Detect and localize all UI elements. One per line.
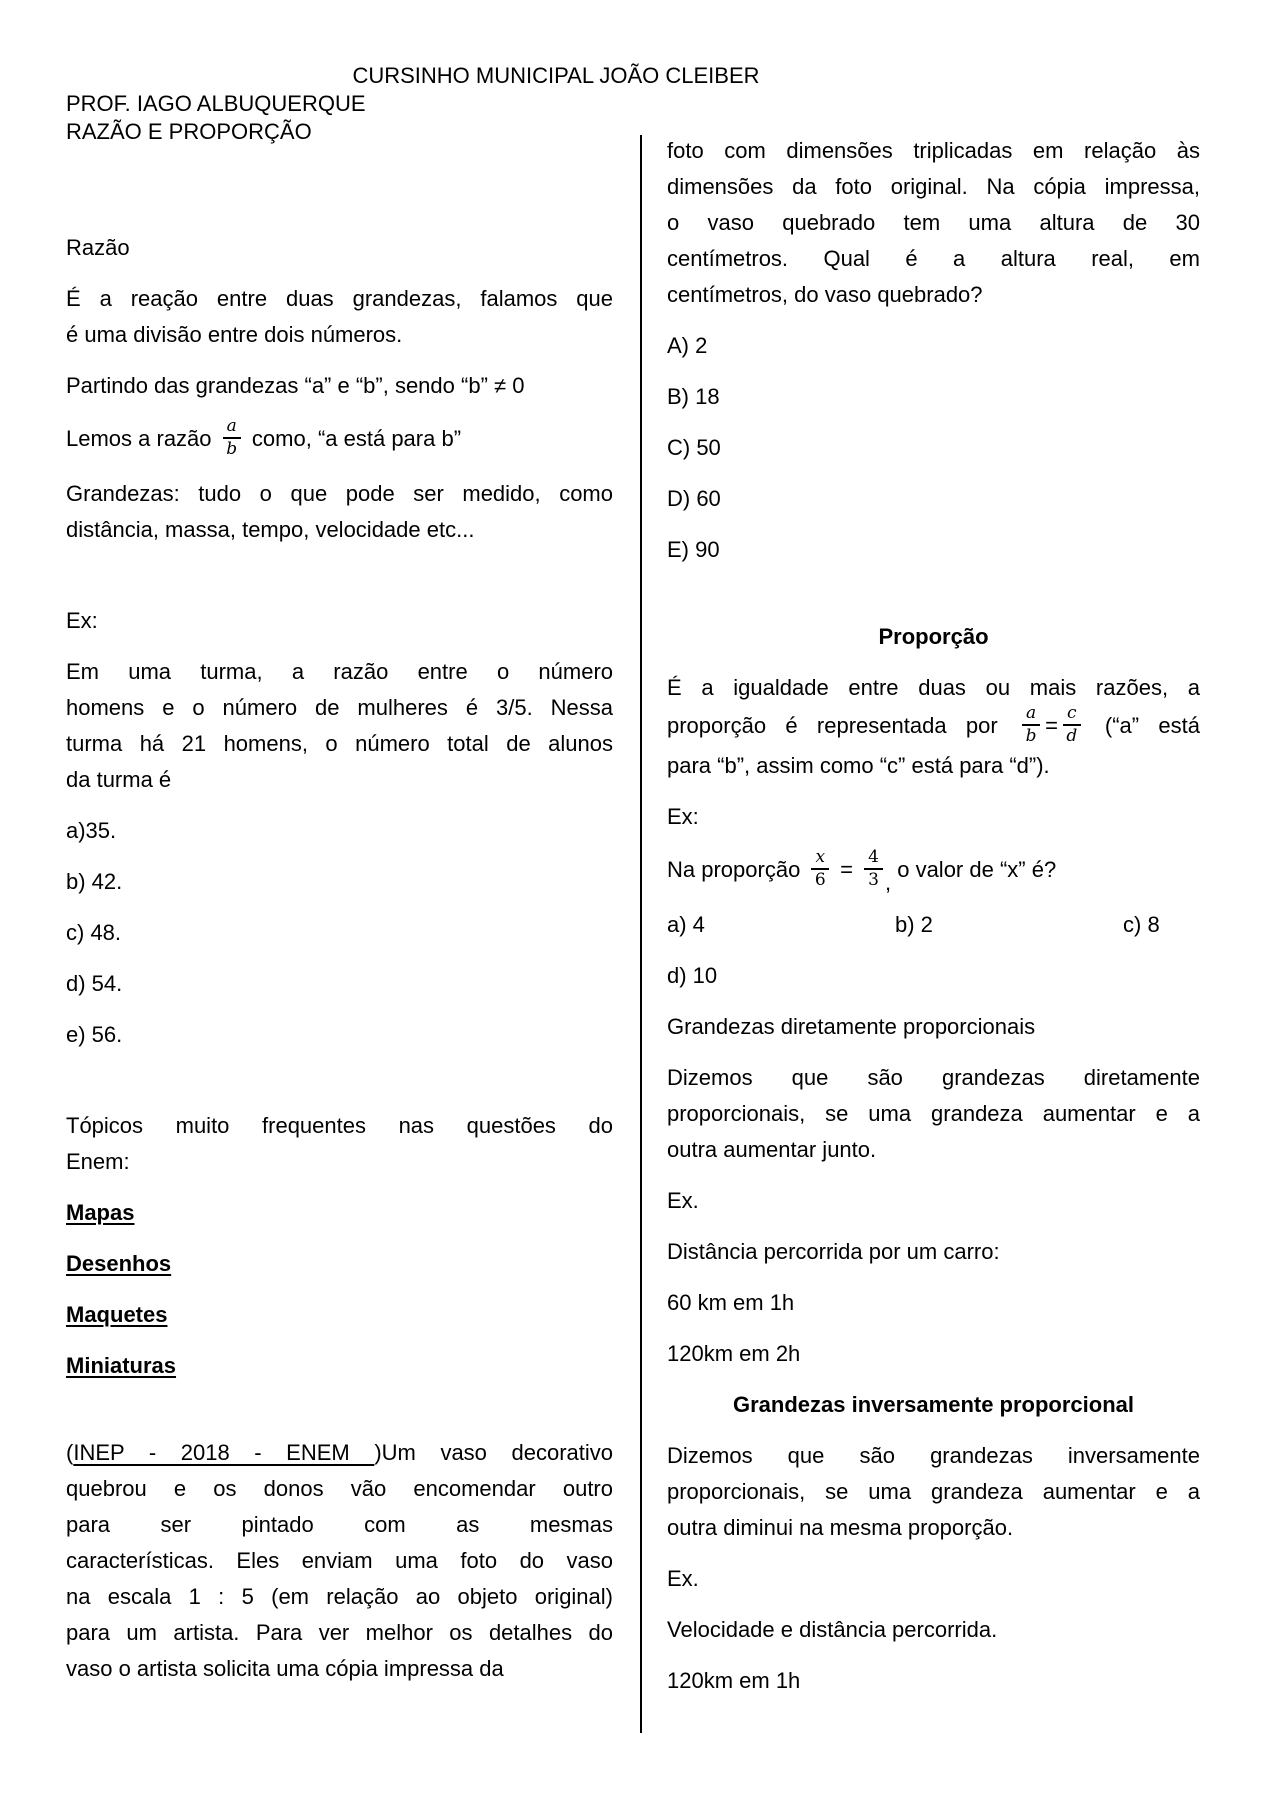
text-line: É a igualdade entre duas ou mais razões, a bbox=[667, 675, 1200, 700]
paren-open: ( bbox=[66, 1440, 74, 1465]
answer-option-d: d) 54. bbox=[66, 971, 123, 996]
text-line: na escala 1 : 5 (em relação ao objeto original) bbox=[66, 1584, 613, 1609]
topic-item-desenhos: Desenhos bbox=[66, 1251, 172, 1276]
right-column bbox=[667, 133, 1200, 1714]
equals-sign: = bbox=[1045, 712, 1059, 738]
fraction-numerator: c bbox=[1063, 704, 1081, 726]
turma-problem-paragraph bbox=[66, 654, 613, 798]
text-line: centímetros, do vaso quebrado? bbox=[667, 282, 983, 307]
text-line: É a reação entre duas grandezas, falamos que bbox=[66, 286, 613, 311]
fraction-c-over-d bbox=[1063, 704, 1081, 746]
answer-option-E: E) 90 bbox=[667, 537, 720, 562]
inep-first-line-text: )Um vaso decorativo bbox=[374, 1440, 613, 1465]
distancia-paragraph: Distância percorrida por um carro: bbox=[667, 1239, 1000, 1264]
fraction-a-over-b bbox=[1022, 704, 1040, 746]
na-proporcao-paragraph bbox=[667, 847, 1200, 895]
fraction-numerator: a bbox=[1022, 704, 1040, 726]
grandezas-inversamente-paragraph bbox=[667, 1438, 1200, 1546]
fraction-denominator: b bbox=[226, 439, 238, 459]
razao-definition-paragraph bbox=[66, 281, 613, 353]
text-line: Tópicos muito frequentes nas questões do bbox=[66, 1113, 613, 1138]
example-label: Ex: bbox=[667, 804, 699, 829]
text-line: características. Eles enviam uma foto do vaso bbox=[66, 1548, 613, 1573]
fraction-4-over-3 bbox=[864, 848, 883, 890]
fraction-a-over-b bbox=[223, 417, 241, 459]
velocidade-paragraph: Velocidade e distância percorrida. bbox=[667, 1617, 998, 1642]
example-label: Ex: bbox=[66, 608, 98, 633]
text-line: da turma é bbox=[66, 767, 172, 792]
document-title: RAZÃO E PROPORÇÃO bbox=[66, 119, 312, 144]
text-line: Dizemos que são grandezas inversamente bbox=[667, 1443, 1200, 1468]
professor-name: PROF. IAGO ALBUQUERQUE bbox=[66, 91, 366, 116]
left-column bbox=[66, 230, 613, 1702]
text-line: Grandezas: tudo o que pode ser medido, como bbox=[66, 481, 613, 506]
text-line: o vaso quebrado tem uma altura de 30 bbox=[667, 210, 1200, 235]
grandezas-diretamente-heading: Grandezas diretamente proporcionais bbox=[667, 1014, 1036, 1039]
razao-heading: Razão bbox=[66, 235, 130, 260]
speed-line-2: 120km em 2h bbox=[667, 1341, 801, 1366]
topicos-paragraph bbox=[66, 1108, 613, 1180]
fraction-denominator: 6 bbox=[814, 870, 826, 890]
text-line: outra diminui na mesma proporção. bbox=[667, 1515, 1014, 1540]
grandezas-diretamente-paragraph bbox=[667, 1060, 1200, 1168]
answer-option-c: c) 8 bbox=[1123, 912, 1160, 937]
text-line: dimensões da foto original. Na cópia impressa, bbox=[667, 174, 1200, 199]
text-line: turma há 21 homens, o número total de alunos bbox=[66, 731, 613, 756]
igualdade-line2-pre: proporção é representada por bbox=[667, 712, 998, 738]
text-line: para “b”, assim como “c” está para “d”). bbox=[667, 753, 1050, 778]
fraction-denominator: 3 bbox=[868, 870, 879, 890]
answer-option-b: b) 42. bbox=[66, 869, 123, 894]
text-line: distância, massa, tempo, velocidade etc... bbox=[66, 517, 475, 542]
topic-item-maquetes: Maquetes bbox=[66, 1302, 168, 1327]
lemos-post-text: como, “a está para b” bbox=[251, 425, 462, 451]
speed-line-3: 120km em 1h bbox=[667, 1668, 801, 1693]
na-proporcao-pre: Na proporção bbox=[667, 856, 801, 882]
example-label: Ex. bbox=[667, 1188, 699, 1213]
answer-option-d: d) 10 bbox=[667, 963, 718, 988]
grandezas-definition-paragraph bbox=[66, 476, 613, 548]
answer-option-b: b) 2 bbox=[895, 912, 933, 937]
text-line: foto com dimensões triplicadas em relação às bbox=[667, 138, 1200, 163]
text-line: Dizemos que são grandezas diretamente bbox=[667, 1065, 1200, 1090]
text-line bbox=[667, 703, 1200, 748]
fraction-x-over-6 bbox=[811, 848, 829, 890]
text-line: homens e o número de mulheres é 3/5. Nessa bbox=[66, 695, 613, 720]
text-line: para um artista. Para ver melhor os detalhes do bbox=[66, 1620, 613, 1645]
lemos-pre-text: Lemos a razão bbox=[66, 425, 212, 451]
column-divider-rule bbox=[640, 135, 642, 1733]
example-label: Ex. bbox=[667, 1566, 699, 1591]
lemos-paragraph bbox=[66, 416, 613, 461]
topic-item-mapas: Mapas bbox=[66, 1200, 135, 1225]
text-line: proporcionais, se uma grandeza aumentar e a bbox=[667, 1101, 1200, 1126]
equals-sign: = bbox=[840, 856, 854, 882]
answer-option-e: e) 56. bbox=[66, 1022, 123, 1047]
topic-item-miniaturas: Miniaturas bbox=[66, 1353, 177, 1378]
fraction-numerator: x bbox=[811, 848, 829, 870]
vaso-problem-continuation-paragraph bbox=[667, 133, 1200, 313]
text-line: para ser pintado com as mesmas bbox=[66, 1512, 613, 1537]
fraction-numerator: a bbox=[223, 417, 241, 439]
proporcao-heading: Proporção bbox=[878, 624, 989, 649]
inep-reference: INEP - 2018 - ENEM bbox=[73, 1440, 375, 1465]
subscript-comma: , bbox=[884, 869, 892, 895]
partindo-paragraph: Partindo das grandezas “a” e “b”, sendo “b” ≠ 0 bbox=[66, 373, 525, 398]
igualdade-line2-post: (“a” está bbox=[1104, 712, 1200, 738]
inep-problem-paragraph bbox=[66, 1435, 613, 1687]
grandezas-inversamente-heading: Grandezas inversamente proporcional bbox=[732, 1392, 1135, 1417]
fraction-denominator: b bbox=[1025, 726, 1037, 746]
text-line bbox=[66, 1435, 613, 1471]
answer-option-a: a) 4 bbox=[667, 912, 705, 937]
text-line: proporcionais, se uma grandeza aumentar e a bbox=[667, 1479, 1200, 1504]
inline-options-row bbox=[667, 907, 1200, 943]
fraction-numerator: 4 bbox=[864, 848, 883, 870]
text-line: Em uma turma, a razão entre o número bbox=[66, 659, 613, 684]
answer-option-D: D) 60 bbox=[667, 486, 721, 511]
text-line: vaso o artista solicita uma cópia impressa da bbox=[66, 1656, 504, 1681]
answer-option-c: c) 48. bbox=[66, 920, 122, 945]
fraction-denominator: d bbox=[1066, 726, 1078, 746]
text-line: centímetros. Qual é a altura real, em bbox=[667, 246, 1200, 271]
school-title: CURSINHO MUNICIPAL JOÃO CLEIBER bbox=[352, 63, 760, 88]
answer-option-a: a)35. bbox=[66, 818, 117, 843]
answer-option-A: A) 2 bbox=[667, 333, 708, 358]
answer-option-B: B) 18 bbox=[667, 384, 720, 409]
text-line: quebrou e os donos vão encomendar outro bbox=[66, 1476, 613, 1501]
answer-option-C: C) 50 bbox=[667, 435, 721, 460]
speed-line-1: 60 km em 1h bbox=[667, 1290, 795, 1315]
text-line: outra aumentar junto. bbox=[667, 1137, 877, 1162]
proporcao-definition-paragraph bbox=[667, 670, 1200, 784]
text-line: Enem: bbox=[66, 1149, 130, 1174]
na-proporcao-post: o valor de “x” é? bbox=[897, 856, 1057, 882]
text-line: é uma divisão entre dois números. bbox=[66, 322, 403, 347]
